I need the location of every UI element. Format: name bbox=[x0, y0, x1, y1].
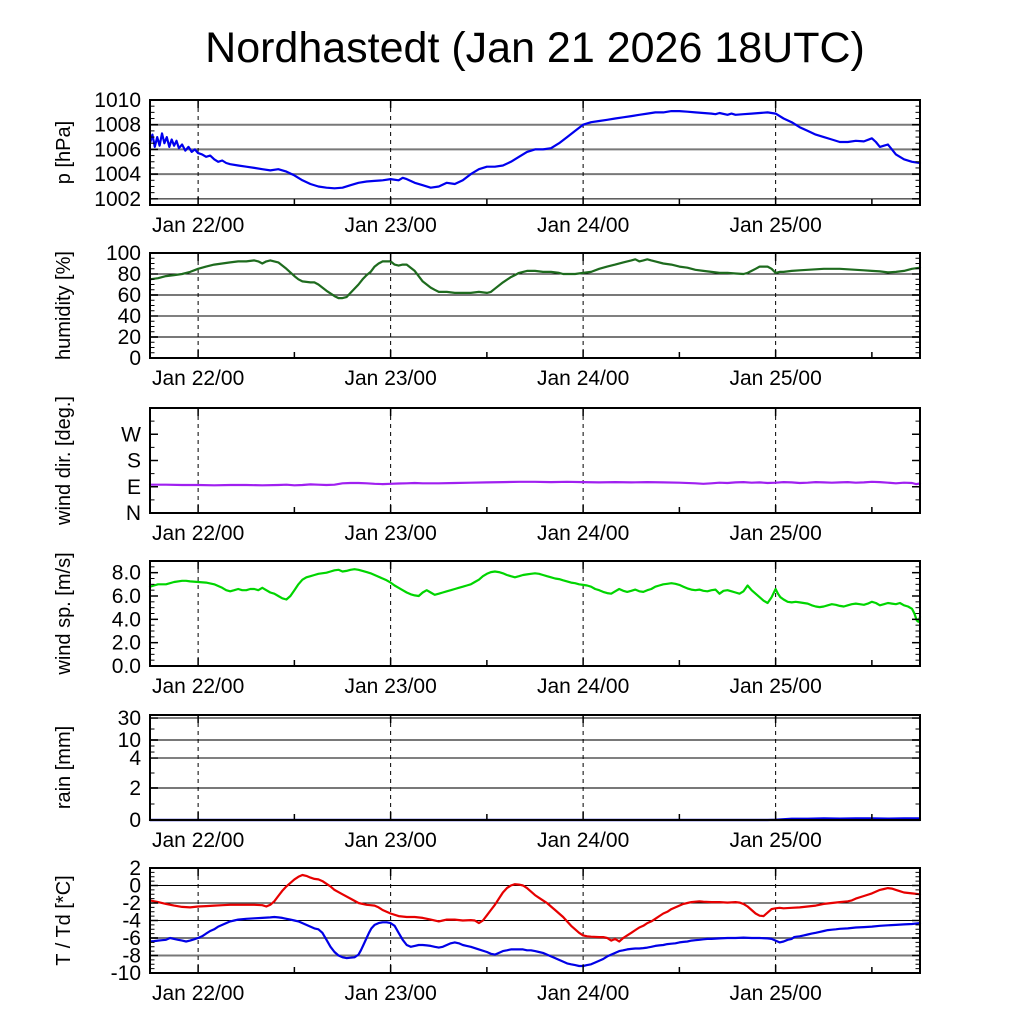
wind_speed-line bbox=[150, 569, 920, 622]
y-tick-label: 4.0 bbox=[111, 608, 141, 632]
y-tick-label: 0 bbox=[129, 809, 141, 832]
panel-border bbox=[150, 100, 920, 205]
y-tick-label: 1002 bbox=[94, 187, 141, 211]
x-tick-label: Jan 24/00 bbox=[537, 675, 630, 698]
x-tick-label: Jan 23/00 bbox=[344, 982, 437, 1005]
y-tick-label: 1008 bbox=[94, 113, 141, 137]
y-axis-title: wind sp. [m/s] bbox=[53, 552, 75, 675]
y-tick-label: -8 bbox=[122, 944, 141, 968]
x-tick-label: Jan 25/00 bbox=[729, 214, 822, 237]
page-title: Nordhastedt (Jan 21 2026 18UTC) bbox=[205, 24, 865, 72]
y-axis-title: wind dir. [deg.] bbox=[53, 396, 75, 525]
y-tick-label: 4 bbox=[129, 747, 141, 771]
y-axis-title: rain [mm] bbox=[53, 725, 75, 810]
y-tick-label: 60 bbox=[117, 284, 141, 307]
x-tick-label: Jan 25/00 bbox=[729, 367, 822, 390]
panel-rain bbox=[53, 707, 920, 852]
x-tick-label: Jan 23/00 bbox=[344, 829, 437, 852]
x-tick-label: Jan 23/00 bbox=[344, 367, 437, 390]
y-tick-label: -2 bbox=[122, 892, 141, 915]
x-tick-label: Jan 24/00 bbox=[537, 522, 630, 545]
panel-temperature bbox=[53, 857, 920, 1005]
y-tick-label: 30 bbox=[117, 707, 141, 731]
y-tick-label: 20 bbox=[117, 326, 141, 349]
x-tick-label: Jan 24/00 bbox=[537, 829, 630, 852]
dewpoint-line bbox=[150, 917, 920, 966]
temperature-line bbox=[150, 875, 920, 942]
y-tick-label: 6.0 bbox=[111, 585, 141, 608]
x-tick-label: Jan 23/00 bbox=[344, 214, 437, 237]
panel-border bbox=[150, 408, 920, 513]
y-tick-label: 1004 bbox=[94, 163, 141, 187]
x-tick-label: Jan 24/00 bbox=[537, 214, 630, 237]
y-tick-label: 100 bbox=[105, 242, 141, 265]
y-tick-label: 40 bbox=[117, 305, 141, 328]
y-tick-label: 1010 bbox=[94, 89, 141, 112]
x-tick-label: Jan 22/00 bbox=[152, 214, 245, 237]
x-tick-label: Jan 23/00 bbox=[344, 522, 437, 545]
y-tick-label: 10 bbox=[117, 728, 141, 752]
y-tick-label: -6 bbox=[122, 927, 141, 950]
panel-border bbox=[150, 253, 920, 358]
panel-wind_direction bbox=[53, 396, 920, 545]
x-tick-label: Jan 22/00 bbox=[152, 367, 245, 390]
y-tick-label: N bbox=[125, 502, 141, 525]
x-tick-label: Jan 24/00 bbox=[537, 367, 630, 390]
panel-border bbox=[150, 715, 920, 820]
wind_direction-line bbox=[150, 482, 920, 486]
y-tick-label: 2 bbox=[129, 857, 141, 880]
y-tick-label: 0.0 bbox=[111, 655, 141, 678]
y-axis-title: p [hPa] bbox=[53, 120, 75, 185]
y-tick-label: -4 bbox=[122, 909, 141, 933]
y-axis-title: T / Td [*C] bbox=[53, 875, 75, 966]
y-tick-label: 0 bbox=[129, 347, 141, 370]
panel-pressure bbox=[53, 89, 920, 237]
y-tick-label: E bbox=[126, 475, 141, 499]
y-tick-label: 8.0 bbox=[111, 561, 141, 585]
x-tick-label: Jan 22/00 bbox=[152, 982, 245, 1005]
x-tick-label: Jan 23/00 bbox=[344, 675, 437, 698]
y-tick-label: W bbox=[121, 423, 141, 447]
y-tick-label: 2.0 bbox=[111, 631, 141, 655]
x-tick-label: Jan 22/00 bbox=[152, 829, 245, 852]
y-tick-label: S bbox=[126, 449, 141, 473]
y-tick-label: 1006 bbox=[94, 138, 141, 162]
y-tick-label: 2 bbox=[129, 776, 141, 800]
y-axis-title: humidity [%] bbox=[53, 251, 75, 360]
x-tick-label: Jan 22/00 bbox=[152, 522, 245, 545]
x-tick-label: Jan 25/00 bbox=[729, 522, 822, 545]
x-tick-label: Jan 24/00 bbox=[537, 982, 630, 1005]
panel-humidity bbox=[53, 242, 920, 390]
y-tick-label: -10 bbox=[110, 962, 141, 985]
x-tick-label: Jan 25/00 bbox=[729, 829, 822, 852]
x-tick-label: Jan 25/00 bbox=[729, 982, 822, 1005]
panel-border bbox=[150, 561, 920, 666]
y-tick-label: 80 bbox=[117, 263, 141, 286]
y-tick-label: 0 bbox=[129, 874, 141, 898]
x-tick-label: Jan 25/00 bbox=[729, 675, 822, 698]
panel-wind_speed bbox=[53, 552, 920, 698]
x-tick-label: Jan 22/00 bbox=[152, 675, 245, 698]
humidity-line bbox=[150, 259, 920, 298]
